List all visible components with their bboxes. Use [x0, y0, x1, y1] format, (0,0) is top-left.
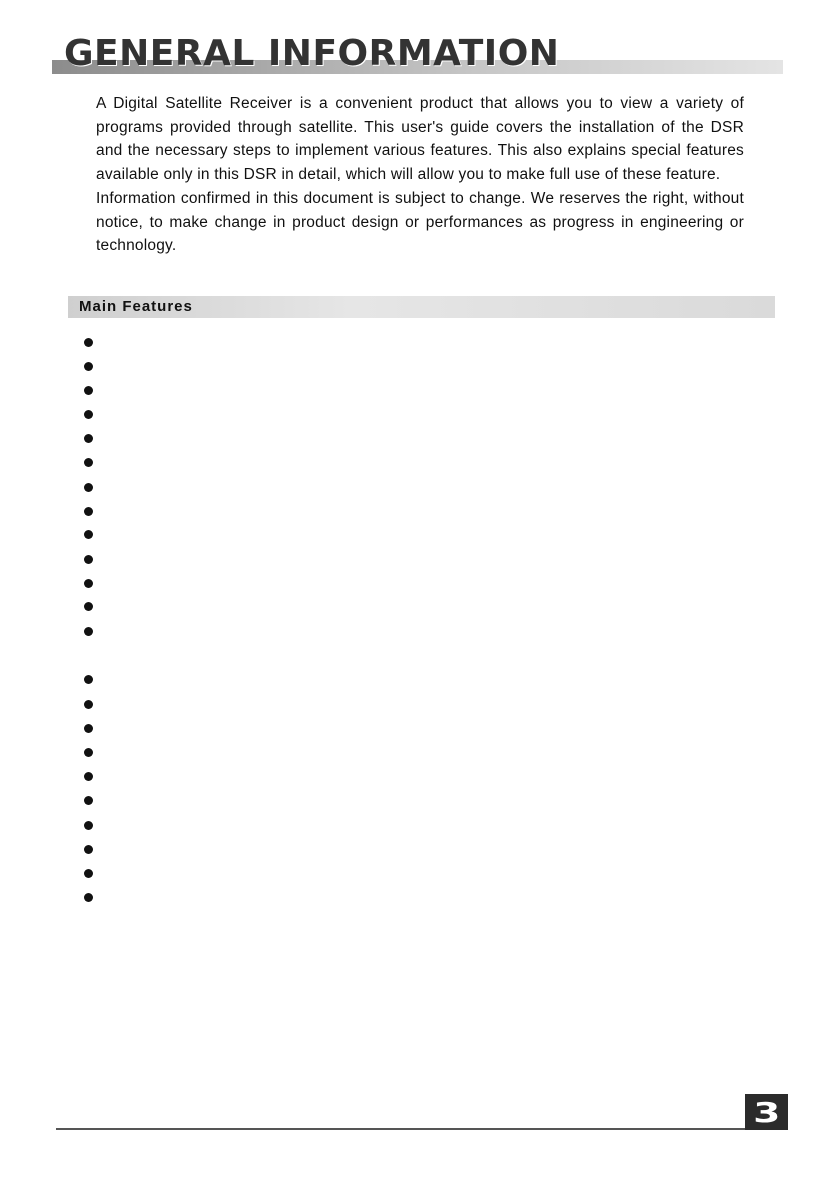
list-item	[84, 483, 93, 492]
intro-paragraph-2: Information confirmed in this document is subject to change. We reserves the right, without notice, to make change in product design or performances as progress in engineering or technology.	[96, 189, 744, 255]
list-item	[84, 893, 93, 902]
list-item	[84, 410, 93, 419]
list-item	[84, 338, 93, 347]
list-item	[84, 458, 93, 467]
list-item	[84, 772, 93, 781]
list-item	[84, 748, 93, 757]
page-title: GENERAL INFORMATION	[64, 33, 560, 74]
list-item	[84, 627, 93, 636]
main-features-title: Main Features	[79, 298, 193, 315]
page-number: 3	[752, 1095, 781, 1129]
list-item	[84, 362, 93, 371]
list-item	[84, 821, 93, 830]
list-item	[84, 675, 93, 684]
intro-text	[96, 92, 744, 258]
list-item	[84, 724, 93, 733]
list-item	[84, 796, 93, 805]
list-item	[84, 869, 93, 878]
page-number-badge	[745, 1094, 788, 1130]
list-item	[84, 386, 93, 395]
list-item	[84, 555, 93, 564]
footer-rule	[56, 1128, 746, 1130]
list-item	[84, 507, 93, 516]
list-item	[84, 530, 93, 539]
list-item	[84, 845, 93, 854]
intro-paragraph-1: A Digital Satellite Receiver is a convenient product that allows you to view a variety of programs provided through satellite. This user's guide covers the installation of the DSR and the necessary steps to implement various features. This also explains special features available only in this DSR in detail, which will allow you to make full use of these feature.	[96, 95, 744, 184]
main-features-header	[68, 296, 775, 318]
list-item	[84, 602, 93, 611]
list-item	[84, 579, 93, 588]
list-item	[84, 700, 93, 709]
list-item	[84, 434, 93, 443]
